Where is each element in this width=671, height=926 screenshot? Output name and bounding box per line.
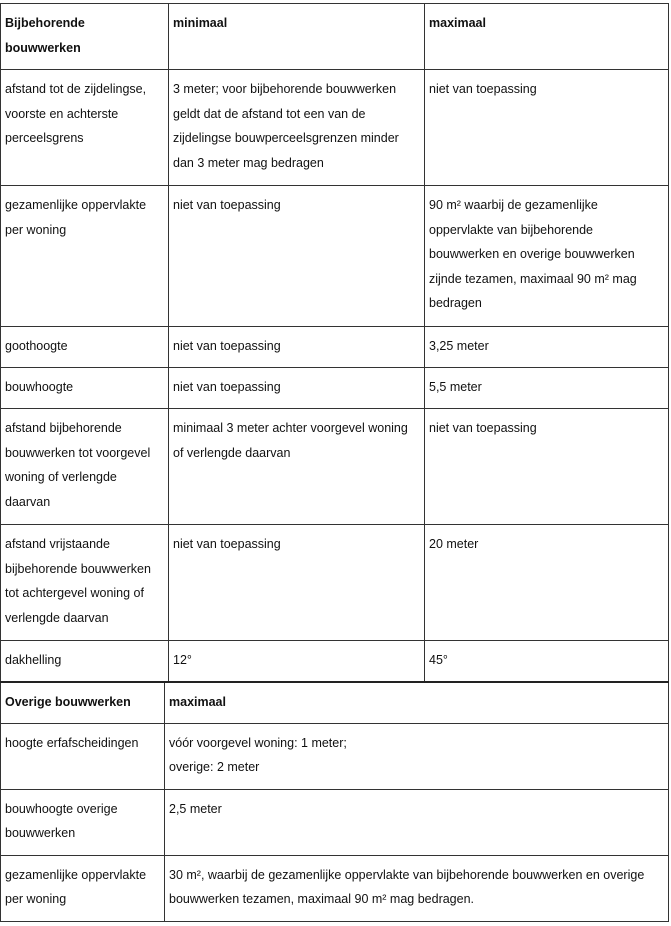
row-label: bouwhoogte overige bouwwerken [1,789,165,855]
row-max: 90 m² waarbij de gezamenlijke oppervlakte van bijbehorende bouwwerken en overige bouwwerken zijnde tezamen, maximaal 90 m² mag bedragen [425,186,669,327]
row-min: 3 meter; voor bijbehorende bouwwerken geldt dat de afstand tot een van de zijdelingse bouwperceelsgrenzen minder dan 3 meter mag bedragen [169,70,425,186]
row-label: dakhelling [1,641,169,682]
row-max: niet van toepassing [425,409,669,525]
table-row [1,186,669,327]
row-label: gezamenlijke oppervlakte per woning [1,855,165,921]
overige-bouwwerken-table [0,681,669,922]
row-value [165,723,669,789]
row-max: niet van toepassing [425,70,669,186]
table-row [1,855,669,921]
header-cell: maximaal [165,682,669,723]
value-line: overige: 2 meter [169,760,260,774]
row-label: goothoogte [1,327,169,368]
row-min: niet van toepassing [169,525,425,641]
row-max: 45° [425,641,669,682]
value-line: vóór voorgevel woning: 1 meter; [169,735,347,750]
header-cell: Bijbehorende bouwwerken [1,4,169,70]
table-row [1,525,669,641]
bijbehorende-bouwwerken-table [0,3,669,682]
row-label: bouwhoogte [1,368,169,409]
row-label: hoogte erfafscheidingen [1,723,165,789]
table-row [1,368,669,409]
row-label: afstand vrijstaande bijbehorende bouwwerken tot achtergevel woning of verlengde daarvan [1,525,169,641]
table-row [1,641,669,682]
row-value: 2,5 meter [165,789,669,855]
row-min: minimaal 3 meter achter voorgevel woning of verlengde daarvan [169,409,425,525]
row-min: 12° [169,641,425,682]
table-header-row [1,682,669,723]
header-cell: maximaal [425,4,669,70]
row-min: niet van toepassing [169,368,425,409]
table-row [1,723,669,789]
header-cell: Overige bouwwerken [1,682,165,723]
table-row [1,789,669,855]
row-label: afstand tot de zijdelingse, voorste en achterste perceelsgrens [1,70,169,186]
row-min: niet van toepassing [169,186,425,327]
row-max: 20 meter [425,525,669,641]
row-label: gezamenlijke oppervlakte per woning [1,186,169,327]
row-min: niet van toepassing [169,327,425,368]
table-row [1,409,669,525]
table-header-row [1,4,669,70]
table-row [1,327,669,368]
table-row [1,70,669,186]
row-max: 5,5 meter [425,368,669,409]
row-value: 30 m², waarbij de gezamenlijke oppervlakte van bijbehorende bouwwerken en overige bouwwerken tezamen, maximaal 90 m² mag bedragen. [165,855,669,921]
row-max: 3,25 meter [425,327,669,368]
row-label: afstand bijbehorende bouwwerken tot voorgevel woning of verlengde daarvan [1,409,169,525]
header-cell: minimaal [169,4,425,70]
